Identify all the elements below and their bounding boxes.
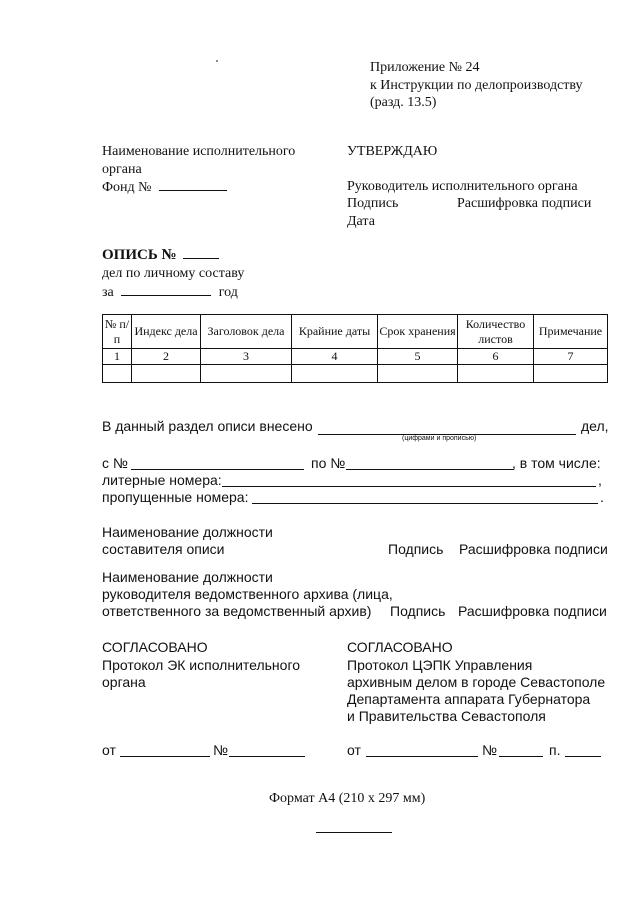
- agreed-right-line1: Протокол ЦЭПК Управления: [347, 657, 533, 673]
- from-number-label: с №: [102, 455, 128, 471]
- from-number-field[interactable]: [131, 455, 304, 470]
- fund-line: [102, 178, 227, 196]
- agreed-left-number-field[interactable]: [229, 742, 305, 757]
- approver-signature-label: Подпись: [347, 196, 399, 211]
- archive-head-line1: Наименование должности: [102, 569, 273, 585]
- entered-suffix: дел,: [581, 418, 609, 434]
- column-number-cell: 3: [201, 349, 292, 365]
- year-prefix: за: [102, 285, 114, 300]
- agreed-right-line2: архивным делом в городе Севастополе: [347, 674, 606, 690]
- inventory-subtitle: дел по личному составу: [102, 266, 245, 281]
- header-cell: Крайние даты: [292, 315, 378, 349]
- column-number-cell: 5: [378, 349, 458, 365]
- agreed-right-date-field[interactable]: [366, 742, 478, 757]
- empty-cell[interactable]: [103, 365, 132, 383]
- compiler-position-line1: Наименование должности: [102, 524, 273, 540]
- inventory-table: [102, 314, 608, 383]
- agreed-left-from-label: от: [102, 742, 116, 758]
- scan-speck: [216, 60, 218, 62]
- agreed-right-item-label: п.: [549, 742, 561, 758]
- table-header-row: [103, 315, 608, 349]
- header-cell: Индекс дела: [132, 315, 201, 349]
- including-label: , в том числе:: [512, 455, 601, 471]
- approver-date-label: Дата: [347, 214, 375, 229]
- agreed-right-item-field[interactable]: [565, 742, 601, 757]
- entered-hint: (цифрами и прописью): [402, 435, 477, 442]
- skipped-numbers-field[interactable]: [252, 489, 598, 504]
- archive-head-line3: ответственного за ведомственный архив): [102, 603, 372, 619]
- to-number-label: по №: [311, 455, 346, 471]
- empty-cell[interactable]: [201, 365, 292, 383]
- table-row: [103, 365, 608, 383]
- to-number-field[interactable]: [346, 455, 514, 470]
- empty-cell[interactable]: [378, 365, 458, 383]
- agreed-right-title: СОГЛАСОВАНО: [347, 639, 453, 655]
- column-number-cell: 4: [292, 349, 378, 365]
- agreed-right-line4: и Правительства Севастополя: [347, 708, 546, 724]
- approver-title: Руководитель исполнительного органа: [347, 179, 578, 194]
- archive-head-line2: руководителя ведомственного архива (лица,: [102, 586, 393, 602]
- fund-label: Фонд №: [102, 180, 152, 195]
- empty-cell[interactable]: [292, 365, 378, 383]
- column-number-cell: 6: [458, 349, 534, 365]
- inventory-title-text: ОПИСЬ №: [102, 247, 177, 263]
- org-name-line2: органа: [102, 162, 142, 177]
- org-name-line1: Наименование исполнительного: [102, 144, 296, 159]
- agreed-right-num-label: №: [482, 742, 498, 758]
- empty-cell[interactable]: [534, 365, 608, 383]
- agreed-left-num-label: №: [213, 742, 229, 758]
- letter-numbers-label: литерные номера:: [102, 472, 222, 488]
- skipped-numbers-label: пропущенные номера:: [102, 489, 249, 505]
- approver-decryption-label: Расшифровка подписи: [457, 196, 592, 211]
- header-cell: Заголовок дела: [201, 315, 292, 349]
- entered-label: В данный раздел описи внесено: [102, 418, 313, 434]
- header-cell: № п/п: [103, 315, 132, 349]
- skipped-numbers-end: .: [600, 489, 604, 505]
- agreed-left-line2: органа: [102, 674, 146, 690]
- agreed-left-line1: Протокол ЭК исполнительного: [102, 657, 301, 673]
- agreed-right-from-label: от: [347, 742, 361, 758]
- table-number-row: [103, 349, 608, 365]
- agreed-right-number-field[interactable]: [499, 742, 543, 757]
- agreed-left-date-field[interactable]: [120, 742, 210, 757]
- paper-format: Формат А4 (210 x 297 мм): [269, 791, 426, 806]
- appendix-section: (разд. 13.5): [370, 95, 437, 110]
- column-number-cell: 7: [534, 349, 608, 365]
- empty-cell[interactable]: [458, 365, 534, 383]
- header-cell: Количество листов: [458, 315, 534, 349]
- appendix-number: Приложение № 24: [370, 60, 480, 75]
- letter-numbers-end: ,: [598, 472, 602, 488]
- archive-head-signature-label: Подпись: [390, 603, 446, 619]
- agreed-right-line3: Департамента аппарата Губернатора: [347, 691, 591, 707]
- header-cell: Примечание: [534, 315, 608, 349]
- compiler-decryption-label: Расшифровка подписи: [459, 541, 608, 557]
- closing-divider: [316, 832, 392, 833]
- agreed-left-title: СОГЛАСОВАНО: [102, 639, 208, 655]
- entered-count-field[interactable]: [318, 418, 576, 435]
- header-cell: Срок хранения: [378, 315, 458, 349]
- year-suffix: год: [218, 285, 238, 300]
- letter-numbers-field[interactable]: [222, 472, 596, 487]
- fund-number-field[interactable]: [159, 178, 227, 191]
- inventory-year-line: [102, 283, 238, 301]
- empty-cell[interactable]: [132, 365, 201, 383]
- appendix-instruction: к Инструкции по делопроизводству: [370, 78, 583, 93]
- approve-heading: УТВЕРЖДАЮ: [347, 144, 438, 159]
- inventory-title: [102, 246, 219, 264]
- compiler-position-line2: составителя описи: [102, 541, 225, 557]
- column-number-cell: 2: [132, 349, 201, 365]
- compiler-signature-label: Подпись: [388, 541, 444, 557]
- archive-head-decryption-label: Расшифровка подписи: [458, 603, 607, 619]
- column-number-cell: 1: [103, 349, 132, 365]
- year-field[interactable]: [121, 283, 211, 296]
- inventory-number-field[interactable]: [183, 246, 219, 259]
